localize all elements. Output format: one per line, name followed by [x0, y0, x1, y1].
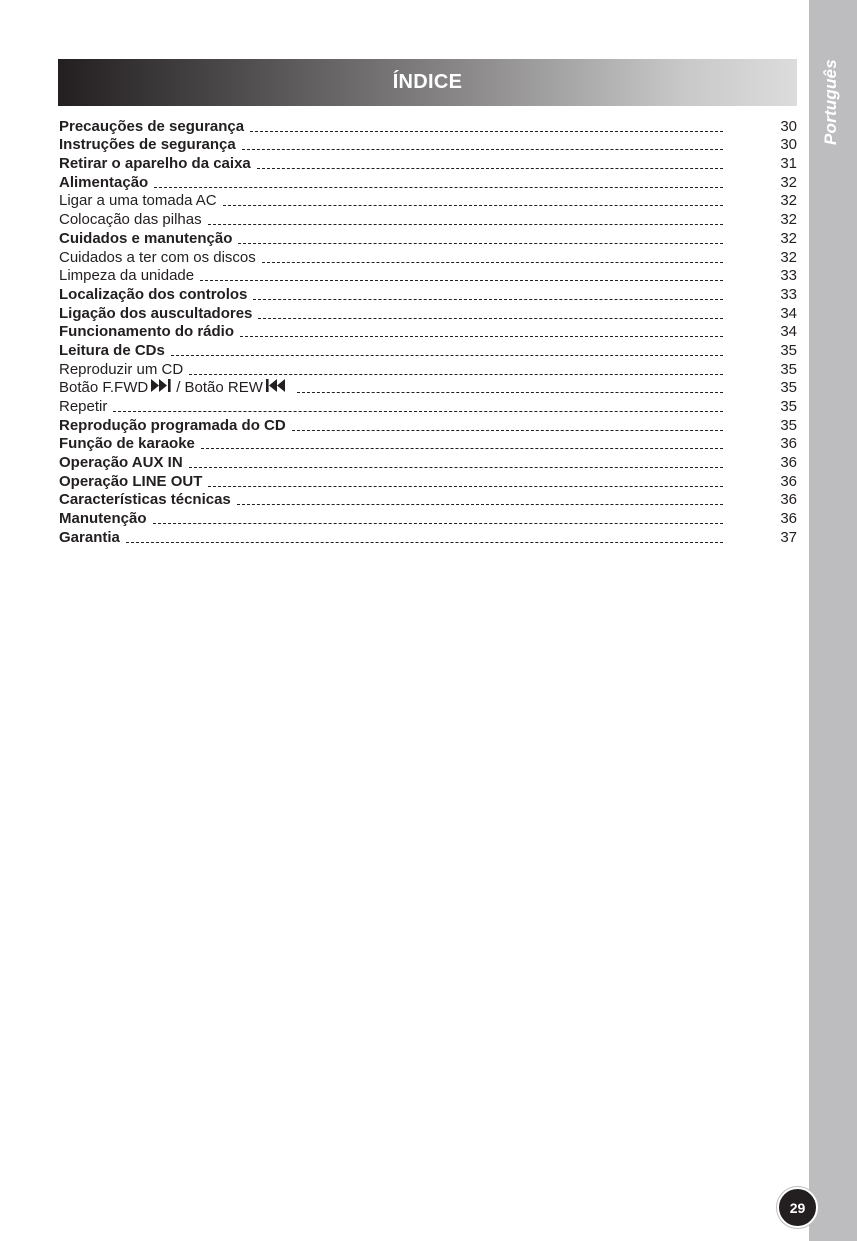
toc-entry-title: Características técnicas: [59, 491, 231, 509]
dot-leader: [200, 279, 723, 281]
title-bar: [58, 59, 797, 106]
toc-entry[interactable]: [59, 472, 797, 491]
toc-entry-page: 32: [780, 192, 797, 210]
toc-entry-title: Leitura de CDs: [59, 341, 165, 359]
toc-entry-title: Retirar o aparelho da caixa: [59, 155, 251, 173]
dot-leader: [189, 466, 723, 468]
rewind-icon: [266, 379, 288, 397]
toc-entry-page: 32: [780, 173, 797, 191]
toc-entry-title: Operação LINE OUT: [59, 472, 203, 490]
dot-leader: [208, 485, 723, 487]
toc-entry-title: Manutenção: [59, 510, 147, 528]
dot-leader: [171, 354, 723, 356]
toc-entry[interactable]: [59, 173, 797, 192]
toc-entry-title: Função de karaoke: [59, 435, 195, 453]
dot-leader: [240, 335, 723, 337]
toc-entry-title: Reproduzir um CD: [59, 360, 184, 378]
toc-entry-title: Funcionamento do rádio: [59, 323, 234, 341]
dot-leader: [242, 148, 723, 150]
toc-entry-page: 35: [780, 341, 797, 359]
toc-entry-page: 36: [780, 435, 797, 453]
page-number-badge: [777, 1187, 818, 1228]
toc-entry[interactable]: [59, 397, 797, 416]
toc-entry-page: 36: [780, 454, 797, 472]
language-label: Português: [821, 59, 840, 145]
toc-entry-title: Limpeza da unidade: [59, 267, 195, 285]
toc-entry-page: 36: [780, 510, 797, 528]
toc-entry-page: 35: [780, 379, 797, 397]
fast-forward-icon: [151, 379, 173, 397]
toc-entry-title-part: Botão F.FWD: [59, 379, 149, 397]
dot-leader: [208, 223, 723, 225]
toc-entry-title: Colocação das pilhas: [59, 211, 202, 229]
dot-leader: [297, 391, 723, 393]
toc-entry[interactable]: [59, 154, 797, 173]
toc-entry-title: [59, 379, 291, 397]
toc-entry-title: Precauções de segurança: [59, 117, 245, 135]
toc-entry[interactable]: [59, 323, 797, 342]
toc-entry[interactable]: [59, 379, 797, 398]
page-title: ÍNDICE: [392, 71, 463, 93]
toc-entry[interactable]: [59, 528, 797, 547]
toc-entry-title: Cuidados e manutenção: [59, 229, 233, 247]
toc-entry-page: 32: [780, 229, 797, 247]
toc-entry-page: 33: [780, 285, 797, 303]
dot-leader: [153, 522, 723, 524]
dot-leader: [237, 503, 723, 505]
dot-leader: [126, 541, 723, 543]
toc-entry-page: 36: [780, 472, 797, 490]
toc-entry-page: 30: [780, 117, 797, 135]
toc-entry[interactable]: [59, 360, 797, 379]
toc-entry-page: 33: [780, 267, 797, 285]
toc-entry-title: Cuidados a ter com os discos: [59, 248, 256, 266]
dot-leader: [201, 447, 723, 449]
toc-entry-title: Instruções de segurança: [59, 136, 236, 154]
toc-entry[interactable]: [59, 416, 797, 435]
toc-entry[interactable]: [59, 509, 797, 528]
toc-entry-title: Ligar a uma tomada AC: [59, 192, 217, 210]
language-side-tab: [809, 0, 857, 1241]
toc-entry-page: 34: [780, 304, 797, 322]
toc-entry[interactable]: [59, 285, 797, 304]
dot-leader: [262, 261, 723, 263]
toc-entry[interactable]: [59, 210, 797, 229]
toc-entry-page: 35: [780, 416, 797, 434]
dot-leader: [113, 410, 723, 412]
toc-entry-page: 36: [780, 491, 797, 509]
toc-entry[interactable]: [59, 136, 797, 155]
toc-entry[interactable]: [59, 267, 797, 286]
toc-entry-title-part: / Botão REW: [176, 379, 263, 397]
toc-entry[interactable]: [59, 229, 797, 248]
dot-leader: [154, 186, 723, 188]
toc-entry[interactable]: [59, 248, 797, 267]
dot-leader: [238, 242, 723, 244]
toc-entry-page: 32: [780, 211, 797, 229]
toc-entry[interactable]: [59, 117, 797, 136]
toc-entry-page: 37: [780, 528, 797, 546]
toc-entry[interactable]: [59, 491, 797, 510]
page-number: 29: [789, 1199, 806, 1216]
toc-entry-title: Operação AUX IN: [59, 454, 183, 472]
dot-leader: [258, 317, 723, 319]
toc-entry-page: 34: [780, 323, 797, 341]
toc-entry-title: Ligação dos auscultadores: [59, 304, 253, 322]
toc-entry[interactable]: [59, 435, 797, 454]
toc-entry-page: 32: [780, 248, 797, 266]
dot-leader: [223, 204, 723, 206]
dot-leader: [253, 298, 723, 300]
toc-entry-title: Garantia: [59, 528, 120, 546]
dot-leader: [250, 130, 723, 132]
toc-entry-page: 31: [780, 155, 797, 173]
toc-entry[interactable]: [59, 453, 797, 472]
toc-entry[interactable]: [59, 192, 797, 211]
toc-entry[interactable]: [59, 304, 797, 323]
dot-leader: [189, 373, 723, 375]
toc-entry-page: 30: [780, 136, 797, 154]
toc-entry-title: Localização dos controlos: [59, 285, 248, 303]
dot-leader: [257, 167, 723, 169]
table-of-contents: [59, 117, 797, 547]
toc-entry-title: Reprodução programada do CD: [59, 416, 286, 434]
toc-entry-page: 35: [780, 398, 797, 415]
toc-entry[interactable]: [59, 341, 797, 360]
toc-entry-title: Alimentação: [59, 173, 149, 191]
toc-entry-title: Repetir: [59, 398, 108, 415]
dot-leader: [292, 429, 723, 431]
toc-entry-page: 35: [780, 360, 797, 378]
